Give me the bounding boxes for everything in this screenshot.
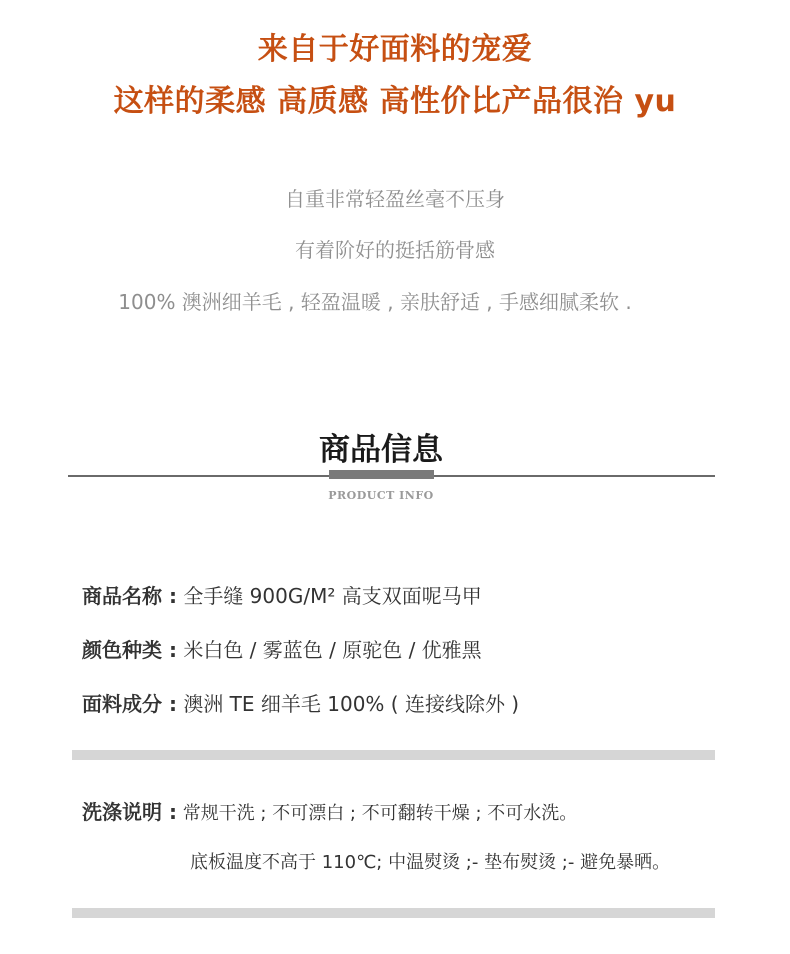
separator-band-1 (72, 750, 715, 760)
info-fabric-value: 澳洲 TE 细羊毛 100% ( 连接线除外 ) (183, 692, 520, 716)
info-fabric-label: 面料成分 : (82, 692, 177, 716)
info-color-label: 颜色种类 : (82, 638, 177, 662)
info-row-fabric (82, 688, 519, 717)
headline-line-1: 来自于好面料的宠爱 (257, 32, 533, 67)
intro-line-3: 100% 澳洲细羊毛 , 轻盈温暖 , 亲肤舒适 , 手感细腻柔软 . (118, 290, 632, 314)
info-row-name (82, 580, 482, 609)
wash-line-1: 常规干洗 ; 不可漂白 ; 不可翻转干燥 ; 不可水洗。 (182, 803, 578, 824)
headline-line-2: 这样的柔感 高质感 高性价比产品很治 yu (113, 84, 677, 119)
wash-line-2: 底板温度不高于 110℃; 中温熨烫 ;- 垫布熨烫 ;- 避免暴晒。 (190, 852, 671, 873)
divider-accent (329, 470, 434, 479)
intro-line-2: 有着阶好的挺括筋骨感 (295, 238, 495, 262)
info-color-value: 米白色 / 雾蓝色 / 原驼色 / 优雅黑 (183, 638, 482, 662)
info-name-value: 全手缝 900G/M² 高支双面呢马甲 (183, 584, 482, 608)
info-name-label: 商品名称 : (82, 584, 177, 608)
info-row-color (82, 634, 482, 663)
wash-label: 洗涤说明 : (82, 800, 177, 824)
section-subtitle: PRODUCT INFO (328, 489, 434, 502)
section-title: 商品信息 (319, 432, 443, 468)
intro-line-1: 自重非常轻盈丝毫不压身 (285, 187, 505, 211)
wash-row-1 (82, 796, 577, 825)
separator-band-2 (72, 908, 715, 918)
